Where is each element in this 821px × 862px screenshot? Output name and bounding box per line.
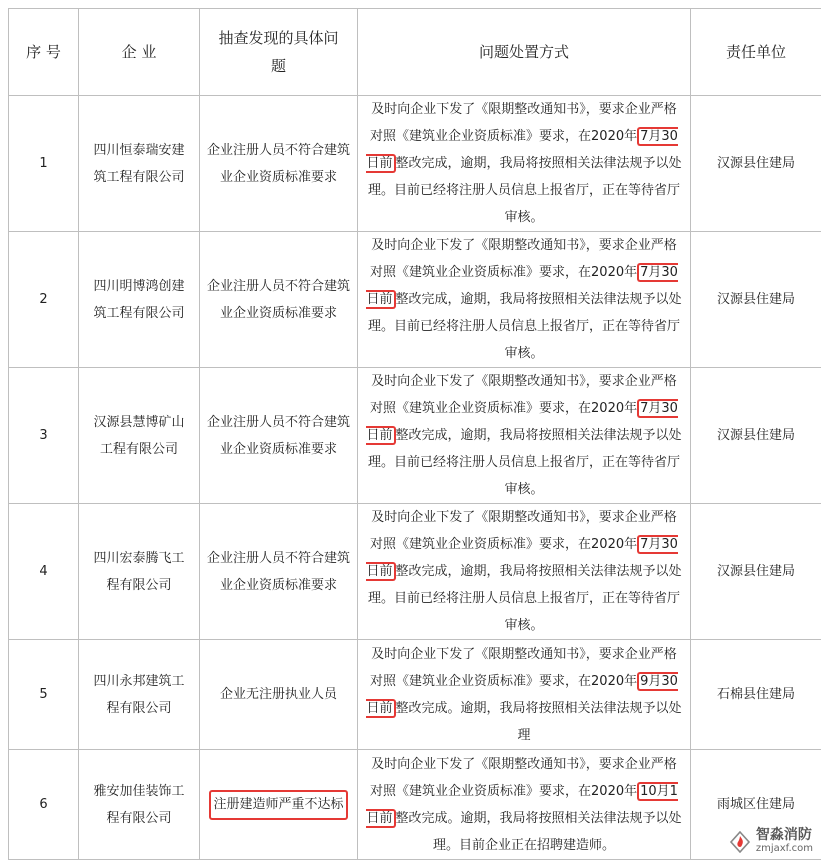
header-serial: 序 号: [9, 9, 79, 96]
cell-company: 雅安加佳装饰工程有限公司: [79, 750, 200, 860]
issue-text: 企业注册人员不符合建筑业企业资质标准要求: [206, 278, 350, 321]
issue-text: 企业注册人员不符合建筑业企业资质标准要求: [206, 550, 350, 593]
action-text-post: 整改完成。逾期，我局将按照相关法律法规予以处理: [395, 700, 682, 743]
action-text-pre: 及时向企业下发了《限期整改通知书》，要求企业严格对照《建筑业企业资质标准》要求，在2020年: [370, 646, 677, 689]
cell-serial: 4: [9, 504, 79, 640]
cell-serial: 5: [9, 640, 79, 750]
table-row: [9, 504, 821, 640]
cell-action: [358, 96, 691, 232]
cell-company: 汉源县慧博矿山工程有限公司: [79, 368, 200, 504]
cell-action: [358, 504, 691, 640]
action-text-post: 整改完成。逾期，我局将按照相关法律法规予以处理。目前企业正在招聘建造师。: [395, 810, 682, 853]
header-unit: 责任单位: [691, 9, 821, 96]
cell-unit: 汉源县住建局: [691, 96, 821, 232]
cell-action: [358, 640, 691, 750]
inspection-table: [8, 8, 821, 860]
deadline-highlight: 7月30日前: [366, 537, 678, 579]
cell-unit: 石棉县住建局: [691, 640, 821, 750]
cell-issue: [200, 96, 358, 232]
deadline-highlight: 9月30日前: [366, 673, 678, 716]
watermark-name: 智淼消防: [755, 827, 812, 843]
header-company: 企 业: [79, 9, 200, 96]
action-text-pre: 及时向企业下发了《限期整改通知书》，要求企业严格对照《建筑业企业资质标准》要求，在2020年: [370, 238, 677, 280]
action-text-post: 整改完成，逾期，我局将按照相关法律法规予以处理。目前已经将注册人员信息上报省厅，正在等待省厅审核。: [367, 428, 682, 497]
cell-unit: 汉源县住建局: [691, 504, 821, 640]
cell-action: [358, 750, 691, 860]
cell-company: 四川永邦建筑工程有限公司: [79, 640, 200, 750]
watermark-url: zmjaxf.com: [755, 843, 813, 854]
cell-company: 四川宏泰腾飞工程有限公司: [79, 504, 200, 640]
cell-company: 四川恒泰瑞安建筑工程有限公司: [79, 96, 200, 232]
table-header-row: [9, 9, 821, 96]
deadline-highlight: 7月30日前: [366, 129, 678, 171]
action-text-post: 整改完成，逾期，我局将按照相关法律法规予以处理。目前已经将注册人员信息上报省厅，正在等待省厅审核。: [367, 292, 682, 361]
cell-action: [358, 368, 691, 504]
cell-issue: [200, 368, 358, 504]
cell-action: [358, 232, 691, 368]
deadline-highlight: 7月30日前: [366, 401, 678, 443]
cell-unit: 汉源县住建局: [691, 232, 821, 368]
cell-issue: [200, 232, 358, 368]
cell-company: 四川明博鸿创建筑工程有限公司: [79, 232, 200, 368]
cell-unit: 汉源县住建局: [691, 368, 821, 504]
table-row: [9, 640, 821, 750]
issue-text: 企业注册人员不符合建筑业企业资质标准要求: [206, 414, 350, 457]
table-row: [9, 368, 821, 504]
issue-highlight: 注册建造师严重不达标: [209, 790, 347, 820]
table-row: [9, 750, 821, 860]
header-action: 问题处置方式: [358, 9, 691, 96]
fire-logo-icon: [729, 831, 751, 853]
cell-serial: 6: [9, 750, 79, 860]
table-row: [9, 232, 821, 368]
action-text-pre: 及时向企业下发了《限期整改通知书》，要求企业严格对照《建筑业企业资质标准》要求，在2020年: [370, 102, 677, 144]
cell-unit: 雨城区住建局: [691, 750, 821, 860]
action-text-post: 整改完成，逾期，我局将按照相关法律法规予以处理。目前已经将注册人员信息上报省厅，正在等待省厅审核。: [367, 564, 682, 633]
action-text-post: 整改完成，逾期，我局将按照相关法律法规予以处理。目前已经将注册人员信息上报省厅，正在等待省厅审核。: [367, 156, 682, 225]
action-text-pre: 及时向企业下发了《限期整改通知书》，要求企业严格对照《建筑业企业资质标准》要求，在2020年: [370, 756, 677, 799]
issue-text: 企业注册人员不符合建筑业企业资质标准要求: [206, 142, 350, 185]
deadline-highlight: 7月30日前: [366, 265, 678, 307]
cell-issue: [200, 640, 358, 750]
cell-serial: 1: [9, 96, 79, 232]
issue-text: 企业无注册执业人员: [219, 687, 337, 702]
cell-issue: [200, 504, 358, 640]
table-row: [9, 96, 821, 232]
watermark: [729, 828, 813, 856]
deadline-highlight: 10月1日前: [366, 783, 678, 826]
action-text-pre: 及时向企业下发了《限期整改通知书》，要求企业严格对照《建筑业企业资质标准》要求，在2020年: [370, 510, 677, 552]
cell-issue: [200, 750, 358, 860]
cell-serial: 2: [9, 232, 79, 368]
action-text-pre: 及时向企业下发了《限期整改通知书》，要求企业严格对照《建筑业企业资质标准》要求，在2020年: [370, 374, 677, 416]
header-issue: 抽查发现的具体问题: [200, 9, 358, 96]
cell-serial: 3: [9, 368, 79, 504]
